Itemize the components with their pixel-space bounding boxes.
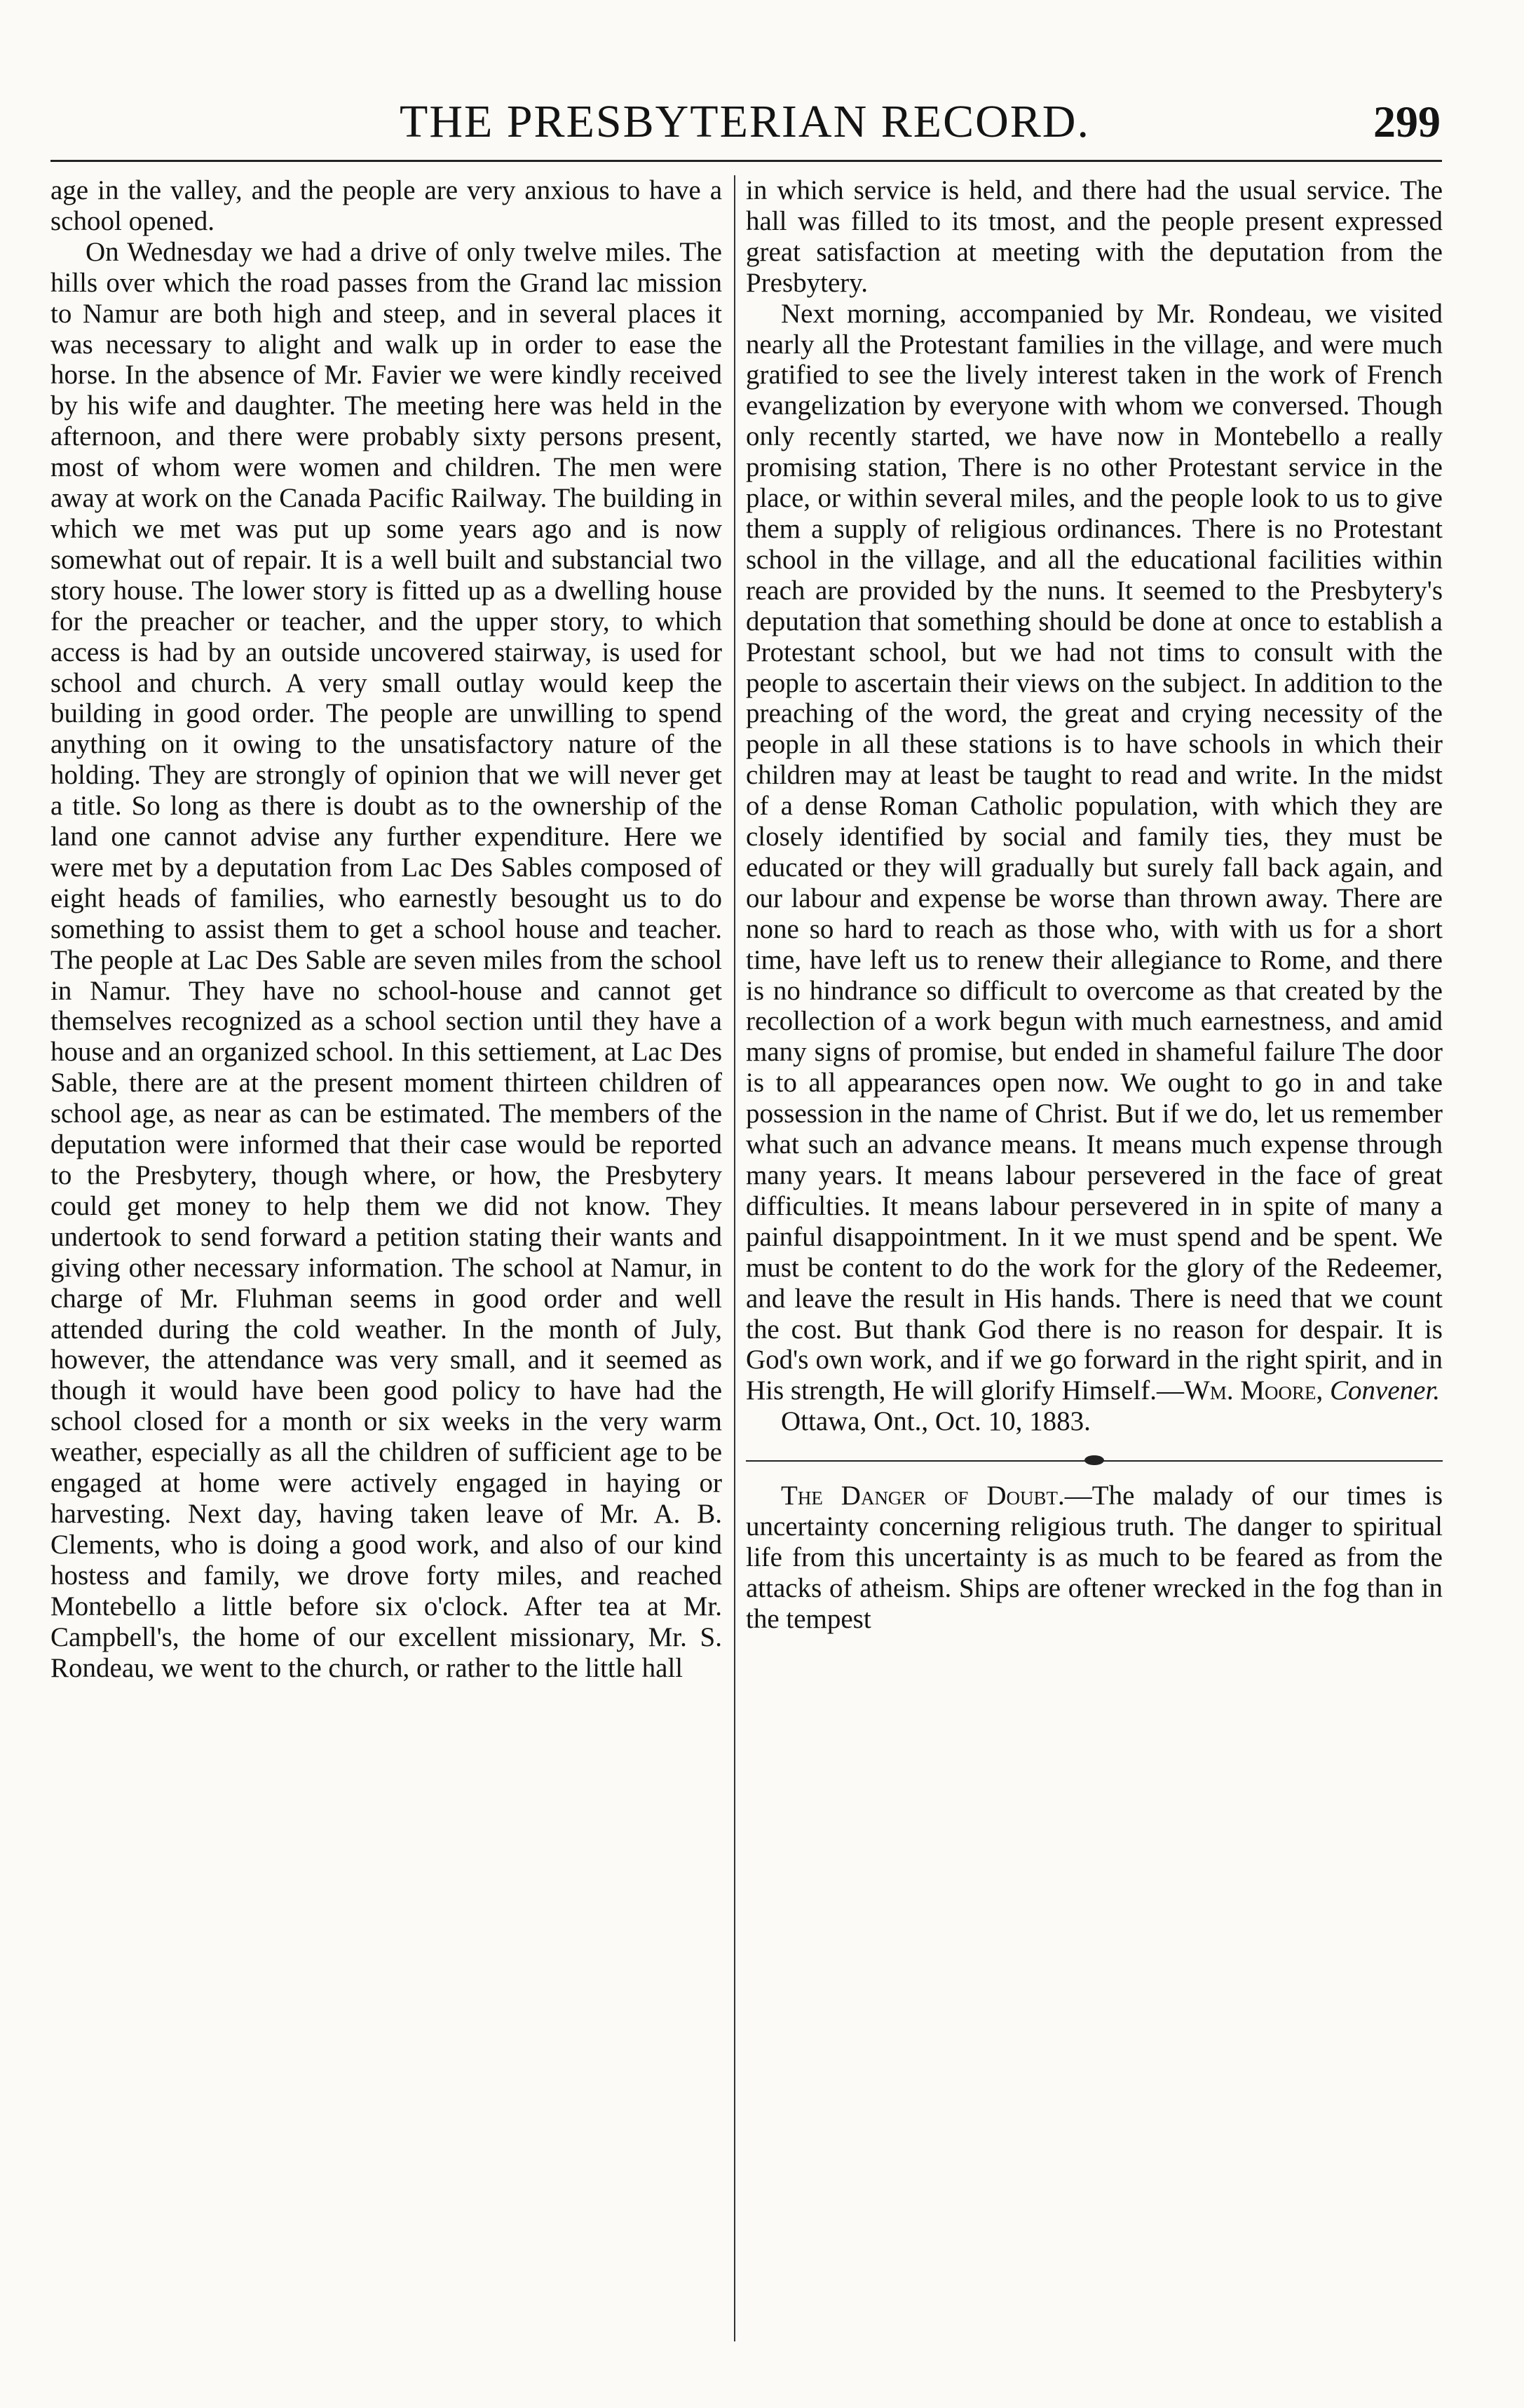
signature-title: Convener. — [1330, 1375, 1441, 1406]
section-separator — [746, 1447, 1443, 1475]
left-column — [50, 175, 722, 2355]
paragraph: On Wednesday we had a drive of only twelve miles. The hills over which the road passes from the Grand lac mission to Namur are both high and steep, and in several places it was necessary to alight and walk up in order to ease the horse. In the absence of Mr. Favier we were kindly received by his wife and daughter. The meeting here was held in the afternoon, and there were probably sixty persons present, most of whom were women and children. The men were away at work on the Canada Pacific Railway. The building in which we met was put up some years ago and is now somewhat out of repair. It is a well built and substancial two story house. The lower story is fitted up as a dwelling house for the preacher or teacher, and the upper story, to which access is had by an outside uncovered stairway, is used for school and church. A very small outlay would keep the building in good order. The people are unwilling to spend anything on it owing to the unsatisfactory nature of the holding. They are strongly of opinion that we will never get a title. So long as there is doubt as to the ownership of the land one cannot advise any further expenditure. Here we were met by a deputation from Lac Des Sables composed of eight heads of families, who earnestly besought us to do something to assist them to get a school house and teacher. The people at Lac Des Sable are seven miles from the school in Namur. They have no school-house and cannot get themselves recognized as a school section until they have a house and an organized school. In this settiement, at Lac Des Sable, there are at the present moment thirteen children of school age, as near as can be estimated. The members of the deputation were informed that their case would be reported to the Presbytery, though where, or how, the Presbytery could get money to help them we did not know. They undertook to send forward a petition stating their wants and giving other necessary information. The school at Namur, in charge of Mr. Fluhman seems in good order and well attended during the cold weather. In the month of July, however, the attendance was very small, and it seemed as though it would have been good policy to have had the school closed for a month or six weeks in the very warm weather, especially as all the children of sufficient age to be engaged at home were actively engaged in haying or harvesting. Next day, having taken leave of Mr. A. B. Clements, who is doing a good work, and also of our kind hostess and family, we drove forty miles, and reached Montebello a little before six o'clock. After tea at Mr. Campbell's, the home of our excellent missionary, Mr. S. Rondeau, we went to the church, or rather to the little hall — [50, 236, 722, 1683]
article-heading: The Danger of Doubt. — [781, 1481, 1065, 1511]
paragraph: age in the valley, and the people are very anxious to have a school opened. — [50, 175, 722, 236]
right-column — [746, 175, 1443, 2355]
header-rule — [50, 160, 1442, 162]
separator-ornament — [1084, 1455, 1104, 1465]
page-header — [49, 90, 1441, 154]
publication-title: THE PRESBYTERIAN RECORD. — [400, 96, 1090, 147]
dateline: Ottawa, Ont., Oct. 10, 1883. — [781, 1406, 1091, 1437]
paragraph-text: —The malady of our times is uncertainty concerning religious truth. The danger to spiritual life from this uncertainty is as much to be feared as from the attacks of atheism. Ships are oftener wrecked in the fog than in the tempest — [746, 1481, 1443, 1634]
signature-name: Wm. Moore, — [1184, 1375, 1324, 1406]
page-number: 299 — [1373, 97, 1441, 147]
paragraph-text: Next morning, accompanied by Mr. Rondeau, we visited nearly all the Protestant families in the village, and were much gratified to see the lively interest taken in the work of French evangelization by everyone with whom we conversed. Though only recently started, we have now in Montebello a really promising station, There is no other Protestant service in the place, or within several miles, and the people look to us to give them a supply of religious ordinances. There is no Protestant school in the village, and all the educational facilities within reach are provided by the nuns. It seemed to the Presbytery's deputation that something should be done at once to establish a Protestant school, but we had not tims to consult with the people to ascertain their views on the subject. In addition to the preaching of the word, the great and crying necessity of the people in all these stations is to have schools in which their children may at least be taught to read and write. In the midst of a dense Roman Catholic population, with which they are closely identified by social and family ties, they must be educated or they will gradually but surely fall back again, and our labour and expense be worse than thrown away. There are none so hard to reach as those who, with with us for a short time, have left us to renew their allegiance to Rome, and there is no hindrance so difficult to overcome as that created by the recollection of a work begun with much earnestness, and amid many signs of promise, but ended in shameful failure The door is to all appearances open now. We ought to go in and take possession in the name of Christ. But if we do, let us remember what such an advance means. It means much expense through many years. It means labour persevered in the face of great difficulties. It means labour persevered in in spite of many a painful disappointment. In it we must spend and be spent. We must be content to do the work for the glory of the Redeemer, and leave the result in His hands. There is need that we count the cost. But thank God there is no reason for despair. It is God's own work, and if we go forward in the right spirit, and in His strength, He will glorify Himself.— — [746, 298, 1443, 1406]
paragraph — [746, 299, 1443, 1407]
column-divider — [734, 175, 735, 2341]
paragraph — [746, 1481, 1443, 1635]
paragraph: in which service is held, and there had the usual service. The hall was filled to its tmost, and the people present expressed great satisfaction at meeting with the deputation from the Presbytery. — [746, 175, 1443, 298]
